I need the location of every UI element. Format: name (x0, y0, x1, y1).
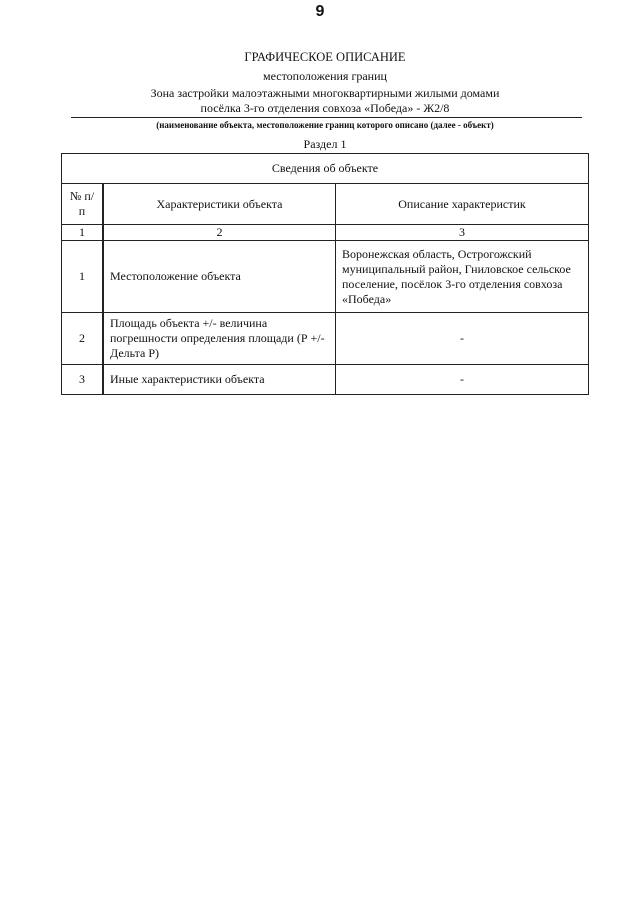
row-number: 3 (62, 365, 104, 395)
row-description: - (336, 313, 589, 365)
column-number-3: 3 (336, 225, 589, 241)
row-characteristic: Иные характеристики объекта (103, 365, 336, 395)
table-row (62, 241, 589, 313)
section-title: Раздел 1 (303, 137, 347, 151)
document-subtitle: местоположения границ (263, 69, 387, 83)
object-info-table (61, 153, 589, 395)
table-row (62, 313, 589, 365)
underline-rule (71, 117, 582, 118)
table-title-row (62, 154, 589, 184)
header-description: Описание характеристик (336, 184, 589, 225)
row-description: Воронежская область, Острогожский муниципальный район, Гниловское сельское поселение, посёлок 3-го отделения совхоза «Победа» (336, 241, 589, 313)
table-header-row (62, 184, 589, 225)
column-number-row (62, 225, 589, 241)
row-number: 1 (62, 241, 104, 313)
object-caption: (наименование объекта, местоположение границ которого описано (далее - объект) (156, 120, 494, 130)
row-description: - (336, 365, 589, 395)
document-title: ГРАФИЧЕСКОЕ ОПИСАНИЕ (244, 50, 406, 64)
column-number-1: 1 (62, 225, 104, 241)
row-characteristic: Местоположение объекта (103, 241, 336, 313)
header-number: № п/п (62, 184, 104, 225)
header-characteristic: Характеристики объекта (103, 184, 336, 225)
column-number-2: 2 (103, 225, 336, 241)
table-row (62, 365, 589, 395)
row-number: 2 (62, 313, 104, 365)
page-number: 9 (315, 3, 325, 20)
object-name-line-2: посёлка 3-го отделения совхоза «Победа» - Ж2/8 (200, 101, 450, 115)
object-name-line-1: Зона застройки малоэтажными многоквартирными жилыми домами (150, 86, 500, 100)
table-title: Сведения об объекте (62, 154, 589, 184)
row-characteristic: Площадь объекта +/- величина погрешности определения площади (Р +/- Дельта Р) (103, 313, 336, 365)
